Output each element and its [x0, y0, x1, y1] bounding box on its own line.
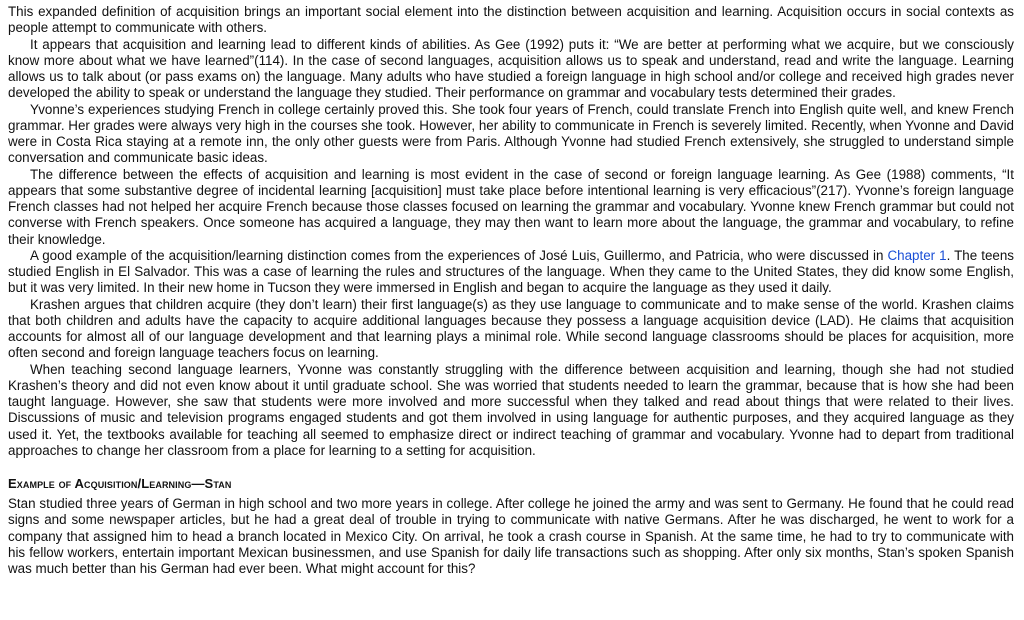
- paragraph-good-example: [8, 248, 1014, 297]
- paragraph-text-before-link: A good example of the acquisition/learning distinction comes from the experiences of José Luis, Guillermo, and Patricia, who were discussed in: [30, 247, 888, 263]
- paragraph-social-context: This expanded definition of acquisition brings an important social element into the distinction between acquisition and learning. Acquisition occurs in social contexts as people attempt to communicate with others.: [8, 4, 1014, 36]
- paragraph-teaching: When teaching second language learners, Yvonne was constantly struggling with the difference between acquisition and learning, though she had not studied Krashen’s theory and did not even know about it until graduate school. She was worried that students needed to learn the grammar, because that is how she had been taught language. However, she saw that students were more involved and more successful when they talked and read about things that were related to their lives. Discussions of music and television programs engaged students and got them involved in using language for authentic purposes, and they acquired language as they used it. Yet, the textbooks available for teaching all seemed to emphasize direct or indirect teaching of grammar and vocabulary. Yvonne had to depart from traditional approaches to change her classroom from a place for learning to a setting for acquisition.: [8, 361, 1014, 458]
- paragraph-text-after-link: . The teens studied English in El Salvador. This was a case of learning the rules and structures of the language. When they came to the United States, they did know some English, but it was very limited. In their new home in Tucson they were immersed in English and began to acquire the language as they used it daily.: [8, 247, 1014, 296]
- paragraph-krashen: Krashen argues that children acquire (they don’t learn) their first language(s) as they use language to communicate and to make sense of the world. Krashen claims that both children and adults have the capacity to acquire additional languages because they possess a language acquisition device (LAD). He claims that acquisition accounts for almost all of our language development and that learning plays a minimal role. While second language classrooms should be places for acquisition, more often second and foreign language teachers focus on learning.: [8, 296, 1014, 361]
- paragraph-abilities: It appears that acquisition and learning lead to different kinds of abilities. As Gee (1992) puts it: “We are better at performing what we acquire, but we consciously know more about what we have learned”(114). In the case of second languages, acquisition allows us to speak and understand, read and write the language. Learning allows us to talk about (or pass exams on) the language. Many adults who have studied a foreign language in high school and/or college and received high grades never developed the ability to speak or understand the language they studied. Their performance on grammar and vocabulary tests determined their grades.: [8, 36, 1014, 101]
- paragraph-difference: The difference between the effects of acquisition and learning is most evident in the case of second or foreign language learning. As Gee (1988) comments, “It appears that some substantive degree of incidental learning [acquisition] must take place before intentional learning is very efficacious”(217). Yvonne’s foreign language French classes had not helped her acquire French because those classes focused on learning the grammar and vocabulary. Yvonne knew French grammar but could not converse with French speakers. Once someone has acquired a language, they may then want to learn more about the language, the grammar and vocabulary, to refine their knowledge.: [8, 166, 1014, 247]
- paragraph-yvonne-french: Yvonne’s experiences studying French in college certainly proved this. She took four years of French, could translate French into English quite well, and knew French grammar. Her grades were always very high in the courses she took. However, her ability to communicate in French is severely limited. Recently, when Yvonne and David were in Costa Rica staying at a remote inn, the only other guests were from Paris. Although Yvonne had studied French extensively, she struggled to understand simple conversation and communicate basic ideas.: [8, 101, 1014, 166]
- example-body: Stan studied three years of German in high school and two more years in college. After college he joined the army and was sent to Germany. He found that he could read signs and some newspaper articles, but he had a great deal of trouble in trying to communicate with native Germans. After he was discharged, he went to work for a company that assigned him to head a branch located in Mexico City. On arrival, he took a crash course in Spanish. At the same time, he had to try to communicate with his fellow workers, entertain important Mexican businessmen, and use Spanish for daily life transactions such as shopping. After only six months, Stan’s spoken Spanish was much better than his German had ever been. What might account for this?: [8, 496, 1014, 576]
- example-heading: Example of Acquisition/Learning—Stan: [8, 476, 232, 491]
- chapter-1-link[interactable]: Chapter 1: [887, 247, 947, 263]
